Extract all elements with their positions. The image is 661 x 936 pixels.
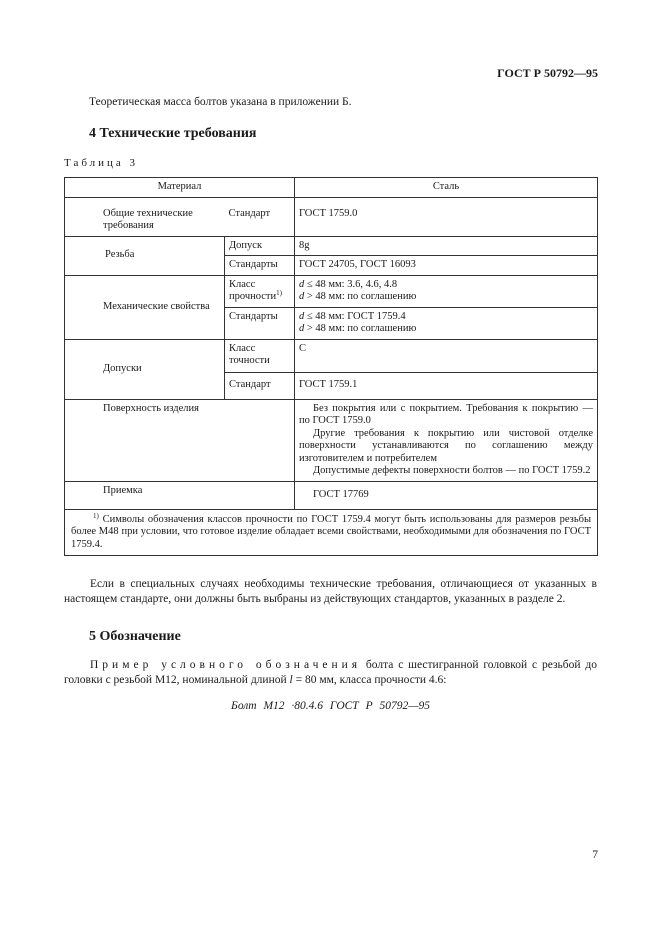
row-value-mech-standards — [295, 307, 598, 339]
table-row — [65, 236, 598, 256]
table-row — [65, 275, 598, 307]
document-id: ГОСТ Р 50792—95 — [497, 66, 598, 80]
example-label: Пример условного обозначения — [90, 659, 362, 671]
row-sub-mech-standards: Стандарты — [225, 307, 295, 339]
section-5-title: 5 Обозначение — [89, 629, 181, 644]
table-row — [65, 481, 598, 509]
example-paragraph — [64, 658, 597, 688]
row-sub-mech-class — [225, 275, 295, 307]
mech-std-text-2: > 48 мм: по соглашению — [304, 323, 417, 334]
var-d: d — [299, 291, 305, 302]
surface-para-2: Другие требования к покрытию или чистовой отделке поверхности устанавливаются по соглашению между изготовителем и потребителем — [299, 427, 593, 464]
after-table-text: Если в специальных случаях необходимы технические требования, отличающиеся от указанных в настоящем стандарте, они должны быть выбраны из действующих стандартов, указанных в разделе 2. — [64, 578, 597, 605]
row-value-thread-tolerance: 8g — [295, 236, 598, 256]
designation-example: Болт М12 ·80.4.6 ГОСТ Р 50792—95 — [231, 700, 430, 712]
table-caption: Таблица 3 — [64, 157, 139, 169]
row-value-mech-class — [295, 275, 598, 307]
page-number: 7 — [592, 849, 598, 861]
row-label-surface: Поверхность изделия — [65, 399, 295, 481]
var-d: d — [299, 323, 305, 334]
var-l: l — [289, 674, 293, 686]
mech-class-label: Класс прочности — [229, 278, 277, 302]
row-sub-tol-standard: Стандарт — [225, 372, 295, 399]
example-text-b: = 80 мм, класса прочности 4.6: — [292, 674, 447, 686]
requirements-table — [64, 177, 598, 556]
mech-class-line-1 — [299, 279, 593, 292]
row-sub-accuracy-class: Класс точности — [225, 339, 295, 372]
footnote-mark: 1) — [93, 511, 99, 520]
row-value-tol-standard: ГОСТ 1759.1 — [295, 372, 598, 399]
mech-std-line-2 — [299, 323, 593, 336]
table-row — [65, 339, 598, 372]
row-value-acceptance: ГОСТ 17769 — [295, 481, 598, 509]
row-label-thread: Резьба — [65, 236, 225, 275]
mech-std-text-1: ≤ 48 мм: ГОСТ 1759.4 — [304, 310, 406, 322]
table-footnote — [65, 509, 598, 556]
row-sub-thread-tolerance: Допуск — [225, 236, 295, 256]
row-value-accuracy-class: C — [295, 339, 598, 372]
var-d: d — [299, 310, 305, 322]
intro-text: Теоретическая масса болтов указана в приложении Б. — [89, 96, 352, 108]
row-sub-thread-standards: Стандарты — [225, 256, 295, 276]
footnote-text: Символы обозначения классов прочности по ГОСТ 1759.4 могут быть использованы для размеров резьбы более М48 при условии, что готовое изделие обладает всеми свойствами, необходимыми для обозначения по ГОСТ 1759.4. — [71, 513, 592, 550]
table-header-row — [65, 178, 598, 198]
table-row — [65, 197, 598, 236]
row-value-thread-standards: ГОСТ 24705, ГОСТ 16093 — [295, 256, 598, 276]
mech-class-line-2 — [299, 291, 593, 304]
row-label-general: Общие технические требования — [65, 197, 225, 236]
example-text-a: болта с шестигранной головкой с резьбой до головки с резьбой М12, номинальной длиной — [64, 659, 597, 686]
header-steel: Сталь — [295, 178, 598, 198]
row-value-surface — [295, 399, 598, 481]
row-sub-general: Стандарт — [225, 197, 295, 236]
mech-class-text-1: ≤ 48 мм: 3.6, 4.6, 4.8 — [304, 278, 398, 290]
footnote-ref: 1) — [276, 289, 282, 297]
row-value-general: ГОСТ 1759.0 — [295, 197, 598, 236]
table-footnote-row — [65, 509, 598, 556]
var-d: d — [299, 278, 305, 290]
row-label-acceptance: Приемка — [65, 481, 295, 509]
row-label-tolerances: Допуски — [65, 339, 225, 399]
row-label-mech: Механические свойства — [65, 275, 225, 339]
mech-class-text-2: > 48 мм: по соглашению — [304, 291, 417, 302]
section-4-title: 4 Технические требования — [89, 126, 257, 141]
mech-std-line-1 — [299, 311, 593, 324]
surface-para-3: Допустимые дефекты поверхности болтов — по ГОСТ 1759.2 — [313, 465, 591, 476]
surface-para-1: Без покрытия или с покрытием. Требования к покрытию — по ГОСТ 1759.0 — [299, 402, 593, 426]
header-material: Материал — [65, 178, 295, 198]
table-row — [65, 399, 598, 481]
